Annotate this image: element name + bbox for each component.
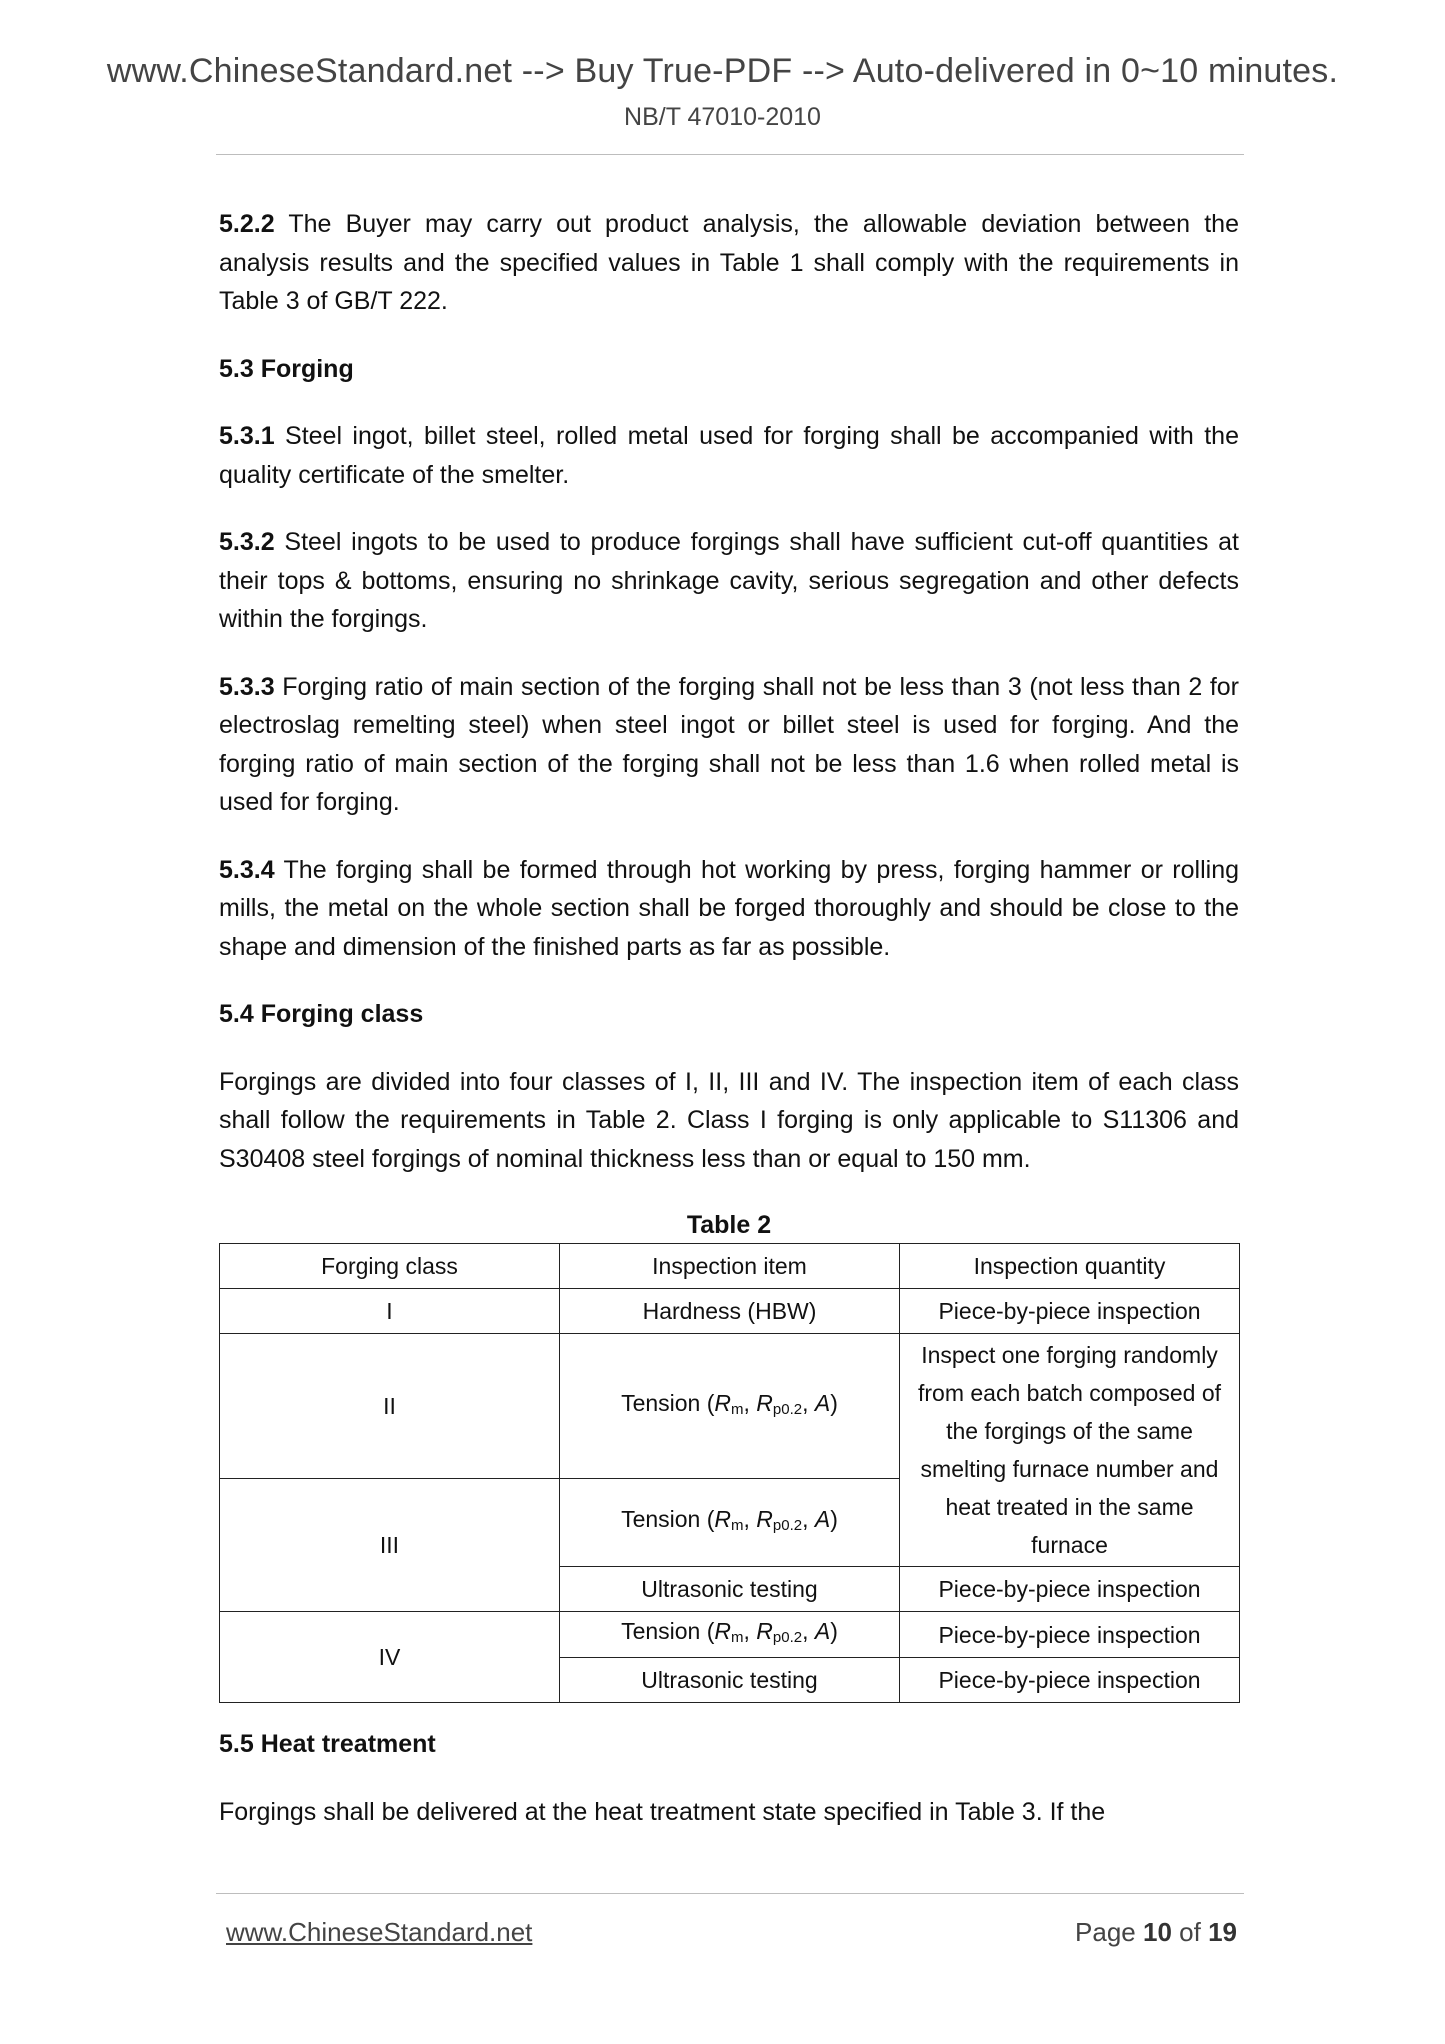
footer-divider xyxy=(216,1893,1244,1894)
table-caption: Table 2 xyxy=(686,1211,772,1239)
quantity-cell: Piece-by-piece inspection xyxy=(900,1658,1240,1703)
clause-5-3-3 xyxy=(219,668,1239,822)
table-2 xyxy=(219,1243,1240,1703)
doc-code: NB/T 47010-2010 xyxy=(624,103,821,131)
quantity-cell: Piece-by-piece inspection xyxy=(900,1567,1240,1612)
item-cell-tension: Tension ($R_m$, $R_{p0.2}$, A) xyxy=(560,1334,900,1479)
clause-number: 5.3.4 xyxy=(219,855,275,884)
clause-number: 5.3.3 xyxy=(219,672,275,701)
heat-treatment-paragraph: Forgings shall be delivered at the heat treatment state specified in Table 3. If the xyxy=(219,1797,1106,1826)
clause-text: The Buyer may carry out product analysis, the allowable deviation between the analysis results and the specified values in Table 1 shall comply with the requirements in Table 3 of GB/T 222. xyxy=(219,210,1239,315)
item-cell-tension: Tension ($R_m$, $R_{p0.2}$, A) xyxy=(560,1479,900,1567)
class-cell: II xyxy=(220,1334,560,1479)
footer-website-link[interactable]: www.ChineseStandard.net xyxy=(226,1917,533,1947)
header-cell: Forging class xyxy=(220,1244,560,1289)
clause-5-3-4 xyxy=(219,851,1239,967)
item-cell: Ultrasonic testing xyxy=(560,1567,900,1612)
clause-text: Steel ingot, billet steel, rolled metal used for forging shall be accompanied with the quality certificate of the smelter. xyxy=(219,422,1239,489)
clause-text: The forging shall be formed through hot working by press, forging hammer or rolling mills, the metal on the whole section shall be forged thoroughly and should be close to the shape and dimension of the finished parts as far as possible. xyxy=(219,855,1240,961)
page-number: Page 10 of 19 xyxy=(1075,1917,1237,1947)
item-cell: Ultrasonic testing xyxy=(560,1658,900,1703)
header-cell: Inspection item xyxy=(560,1244,900,1289)
item-cell-tension: Tension ($R_m$, $R_{p0.2}$, A) xyxy=(560,1612,900,1658)
quantity-cell: Piece-by-piece inspection xyxy=(900,1612,1240,1658)
class-cell: IV xyxy=(220,1612,560,1703)
clause-number: 5.3.1 xyxy=(219,422,275,450)
quantity-cell: Piece-by-piece inspection xyxy=(900,1289,1240,1334)
clause-5-3-1 xyxy=(219,417,1239,494)
forging-class-paragraph: Forgings are divided into four classes of I, II, III and IV. The inspection item of each class shall follow the requirements in Table 2. Class I forging is only applicable to S11306 and S30408 steel forgings of nominal thickness less than or equal to 150 mm. xyxy=(219,1067,1239,1173)
clause-text: Forging ratio of main section of the forging shall not be less than 3 (not less than 2 for electroslag remelting steel) when steel ingot or billet steel is used for forging. And the forging ratio of main section of the forging shall not be less than 1.6 when rolled metal is used for forging. xyxy=(219,672,1239,816)
table-row xyxy=(220,1334,1240,1479)
page-content xyxy=(219,205,1239,1860)
section-heading-forging-class: 5.4 Forging class xyxy=(219,1000,424,1028)
clause-number: 5.2.2 xyxy=(219,210,275,238)
table-row xyxy=(220,1612,1240,1658)
clause-text: Steel ingots to be used to produce forgings shall have sufficient cut-off quantities at their tops & bottoms, ensuring no shrinkage cavity, serious segregation and other defects within the forgings. xyxy=(219,528,1240,633)
table-header-row xyxy=(220,1244,1240,1289)
header-divider xyxy=(216,154,1244,155)
item-cell: Hardness (HBW) xyxy=(560,1289,900,1334)
class-cell: I xyxy=(220,1289,560,1334)
clause-5-2-2 xyxy=(219,205,1239,321)
header-cell: Inspection quantity xyxy=(900,1244,1240,1289)
clause-5-3-2 xyxy=(219,523,1239,639)
section-heading-heat-treatment: 5.5 Heat treatment xyxy=(219,1730,436,1758)
quantity-cell-batch: Inspect one forging randomly from each batch composed of the forgings of the same smelting furnace number and heat treated in the same furnace xyxy=(900,1334,1240,1567)
clause-number: 5.3.2 xyxy=(219,528,275,556)
header-banner: www.ChineseStandard.net --> Buy True-PDF --> Auto-delivered in 0~10 minutes. xyxy=(106,52,1339,90)
section-heading-forging: 5.3 Forging xyxy=(219,354,354,383)
table-row xyxy=(220,1289,1240,1334)
class-cell: III xyxy=(220,1479,560,1612)
